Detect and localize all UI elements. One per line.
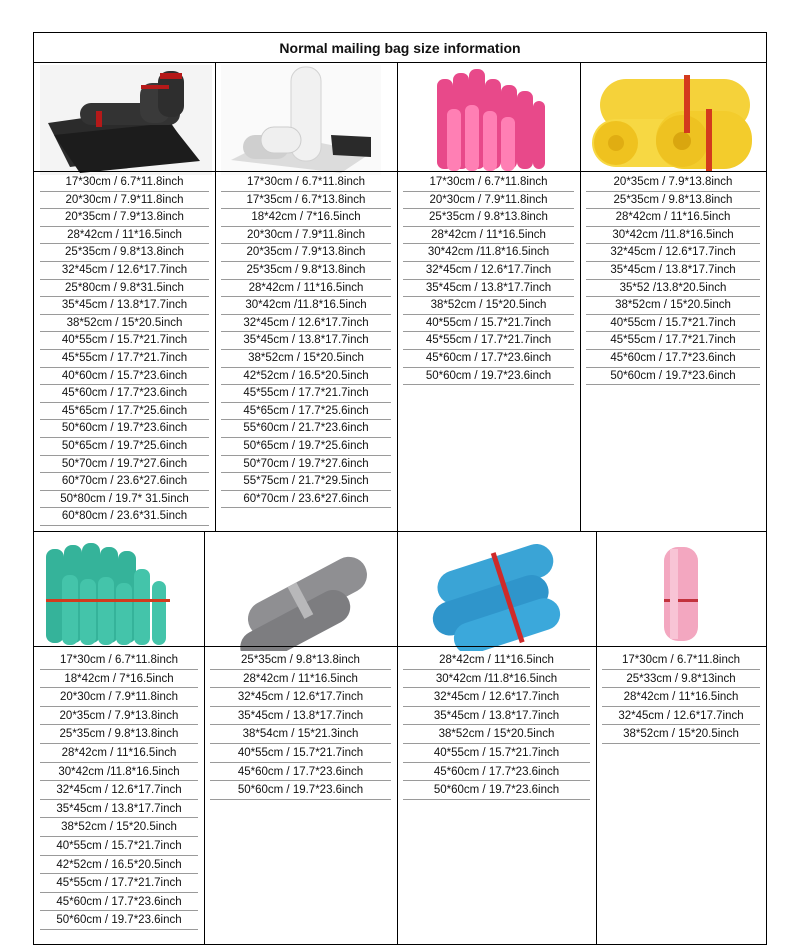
- size-cell: 30*42cm /11.8*16.5inch: [40, 763, 198, 782]
- size-cell: 38*52cm / 15*20.5inch: [602, 725, 760, 744]
- size-cell: 40*55cm / 15.7*21.7inch: [40, 332, 209, 350]
- size-cell: 25*35cm / 9.8*13.8inch: [221, 262, 391, 280]
- size-cell: 35*45cm / 13.8*17.7inch: [210, 707, 391, 726]
- size-cell: 28*42cm / 11*16.5inch: [602, 688, 760, 707]
- size-cell: 50*60cm / 19.7*23.6inch: [403, 368, 574, 386]
- grey-mailing-bags-photo: [224, 551, 384, 651]
- size-cell: 25*33cm / 9.8*13inch: [602, 670, 760, 689]
- size-cell: 50*80cm / 19.7* 31.5inch: [40, 491, 209, 509]
- size-cell: 35*45cm / 13.8*17.7inch: [403, 280, 574, 298]
- size-cell: 17*30cm / 6.7*11.8inch: [40, 651, 198, 670]
- size-cell: 60*80cm / 23.6*31.5inch: [40, 508, 209, 526]
- size-cell: 40*55cm / 15.7*21.7inch: [586, 315, 760, 333]
- size-cell: 45*60cm / 17.7*23.6inch: [210, 763, 391, 782]
- header-divider: [34, 646, 766, 647]
- size-cell: 32*45cm / 12.6*17.7inch: [403, 262, 574, 280]
- size-cell: 35*45cm / 13.8*17.7inch: [403, 707, 590, 726]
- size-cell: 35*45cm / 13.8*17.7inch: [40, 800, 198, 819]
- size-cell: 50*65cm / 19.7*25.6inch: [40, 438, 209, 456]
- column-divider: [397, 63, 398, 531]
- size-cell: 25*35cm / 9.8*13.8inch: [40, 725, 198, 744]
- column-divider: [580, 63, 581, 531]
- column-divider: [215, 63, 216, 531]
- size-cell: 25*35cm / 9.8*13.8inch: [403, 209, 574, 227]
- size-cell: 30*42cm /11.8*16.5inch: [221, 297, 391, 315]
- size-cell: 25*35cm / 9.8*13.8inch: [210, 651, 391, 670]
- size-cell: 20*30cm / 7.9*11.8inch: [40, 688, 198, 707]
- size-cell: 20*35cm / 7.9*13.8inch: [40, 707, 198, 726]
- size-cell: 45*55cm / 17.7*21.7inch: [403, 332, 574, 350]
- size-cell: 55*60cm / 21.7*23.6inch: [221, 420, 391, 438]
- size-cell: 42*52cm / 16.5*20.5inch: [40, 856, 198, 875]
- size-cell: 28*42cm / 11*16.5inch: [586, 209, 760, 227]
- size-cell: 45*55cm / 17.7*21.7inch: [40, 874, 198, 893]
- size-cell: 45*65cm / 17.7*25.6inch: [221, 403, 391, 421]
- size-cell: 50*60cm / 19.7*23.6inch: [210, 781, 391, 800]
- size-cell: 45*65cm / 17.7*25.6inch: [40, 403, 209, 421]
- size-cell: 45*60cm / 17.7*23.6inch: [40, 893, 198, 912]
- size-cell: 55*75cm / 21.7*29.5inch: [221, 473, 391, 491]
- size-cell: 28*42cm / 11*16.5inch: [403, 651, 590, 670]
- size-cell: 45*60cm / 17.7*23.6inch: [586, 350, 760, 368]
- black-mailing-bags-photo: [40, 65, 212, 175]
- size-cell: 18*42cm / 7*16.5inch: [221, 209, 391, 227]
- size-cell: 20*30cm / 7.9*11.8inch: [403, 192, 574, 210]
- size-cell: 45*55cm / 17.7*21.7inch: [40, 350, 209, 368]
- size-cell: 45*60cm / 17.7*23.6inch: [40, 385, 209, 403]
- size-cell: 20*35cm / 7.9*13.8inch: [586, 174, 760, 192]
- size-cell: 32*45cm / 12.6*17.7inch: [40, 781, 198, 800]
- size-cell: 18*42cm / 7*16.5inch: [40, 670, 198, 689]
- size-cell: 20*30cm / 7.9*11.8inch: [40, 192, 209, 210]
- size-cell: 28*42cm / 11*16.5inch: [40, 744, 198, 763]
- column-divider: [596, 531, 597, 944]
- size-cell: 35*45cm / 13.8*17.7inch: [586, 262, 760, 280]
- size-cell: 50*70cm / 19.7*27.6inch: [40, 456, 209, 474]
- size-cell: 17*30cm / 6.7*11.8inch: [602, 651, 760, 670]
- size-cell: 60*70cm / 23.6*27.6inch: [221, 491, 391, 509]
- size-cell: 17*30cm / 6.7*11.8inch: [221, 174, 391, 192]
- pink-mailing-bags-photo: [429, 65, 549, 175]
- size-cell: 50*60cm / 19.7*23.6inch: [40, 911, 198, 930]
- size-cell: 42*52cm / 16.5*20.5inch: [221, 368, 391, 386]
- size-cell: 32*45cm / 12.6*17.7inch: [403, 688, 590, 707]
- size-cell: 50*60cm / 19.7*23.6inch: [403, 781, 590, 800]
- size-cell: 40*60cm / 15.7*23.6inch: [40, 368, 209, 386]
- yellow-mailing-bags-photo: [586, 65, 756, 175]
- size-cell: 38*52cm / 15*20.5inch: [40, 315, 209, 333]
- size-cell: 32*45cm / 12.6*17.7inch: [586, 244, 760, 262]
- white-mailing-bags-photo: [221, 65, 381, 175]
- size-cell: 17*30cm / 6.7*11.8inch: [40, 174, 209, 192]
- size-cell: 35*45cm / 13.8*17.7inch: [40, 297, 209, 315]
- size-cell: 32*45cm / 12.6*17.7inch: [40, 262, 209, 280]
- size-cell: 35*45cm / 13.8*17.7inch: [221, 332, 391, 350]
- size-cell: 32*45cm / 12.6*17.7inch: [221, 315, 391, 333]
- size-cell: 28*42cm / 11*16.5inch: [210, 670, 391, 689]
- size-cell: 38*52cm / 15*20.5inch: [403, 725, 590, 744]
- blue-mailing-bags-photo: [412, 543, 562, 651]
- size-cell: 50*65cm / 19.7*25.6inch: [221, 438, 391, 456]
- green-mailing-bags-photo: [40, 539, 190, 647]
- size-cell: 28*42cm / 11*16.5inch: [40, 227, 209, 245]
- size-cell: 38*52cm / 15*20.5inch: [221, 350, 391, 368]
- size-cell: 60*70cm / 23.6*27.6inch: [40, 473, 209, 491]
- size-cell: 20*30cm / 7.9*11.8inch: [221, 227, 391, 245]
- size-cell: 45*55cm / 17.7*21.7inch: [221, 385, 391, 403]
- size-cell: 20*35cm / 7.9*13.8inch: [40, 209, 209, 227]
- column-divider: [397, 531, 398, 944]
- size-cell: 50*70cm / 19.7*27.6inch: [221, 456, 391, 474]
- size-cell: 40*55cm / 15.7*21.7inch: [40, 837, 198, 856]
- size-chart-table: [33, 32, 767, 945]
- size-cell: 40*55cm / 15.7*21.7inch: [210, 744, 391, 763]
- size-cell: 25*80cm / 9.8*31.5inch: [40, 280, 209, 298]
- page-title: Normal mailing bag size information: [34, 33, 766, 63]
- size-cell: 32*45cm / 12.6*17.7inch: [602, 707, 760, 726]
- size-cell: 28*42cm / 11*16.5inch: [221, 280, 391, 298]
- size-cell: 38*52cm / 15*20.5inch: [40, 818, 198, 837]
- size-cell: 40*55cm / 15.7*21.7inch: [403, 744, 590, 763]
- size-cell: 45*60cm / 17.7*23.6inch: [403, 763, 590, 782]
- size-cell: 30*42cm /11.8*16.5inch: [586, 227, 760, 245]
- size-cell: 45*60cm / 17.7*23.6inch: [403, 350, 574, 368]
- size-cell: 20*35cm / 7.9*13.8inch: [221, 244, 391, 262]
- size-cell: 28*42cm / 11*16.5inch: [403, 227, 574, 245]
- size-cell: 50*60cm / 19.7*23.6inch: [40, 420, 209, 438]
- size-cell: 17*30cm / 6.7*11.8inch: [403, 174, 574, 192]
- size-cell: 50*60cm / 19.7*23.6inch: [586, 368, 760, 386]
- size-cell: 35*52 /13.8*20.5inch: [586, 280, 760, 298]
- size-cell: 32*45cm / 12.6*17.7inch: [210, 688, 391, 707]
- size-cell: 38*52cm / 15*20.5inch: [586, 297, 760, 315]
- size-cell: 17*35cm / 6.7*13.8inch: [221, 192, 391, 210]
- size-cell: 25*35cm / 9.8*13.8inch: [40, 244, 209, 262]
- header-divider: [34, 171, 766, 172]
- size-cell: 45*55cm / 17.7*21.7inch: [586, 332, 760, 350]
- size-cell: 40*55cm / 15.7*21.7inch: [403, 315, 574, 333]
- column-divider: [204, 531, 205, 944]
- section-divider: [34, 531, 766, 532]
- light-pink-mailing-bag-photo: [656, 545, 706, 643]
- size-cell: 25*35cm / 9.8*13.8inch: [586, 192, 760, 210]
- size-cell: 30*42cm /11.8*16.5inch: [403, 670, 590, 689]
- size-cell: 38*54cm / 15*21.3inch: [210, 725, 391, 744]
- size-cell: 30*42cm /11.8*16.5inch: [403, 244, 574, 262]
- size-cell: 38*52cm / 15*20.5inch: [403, 297, 574, 315]
